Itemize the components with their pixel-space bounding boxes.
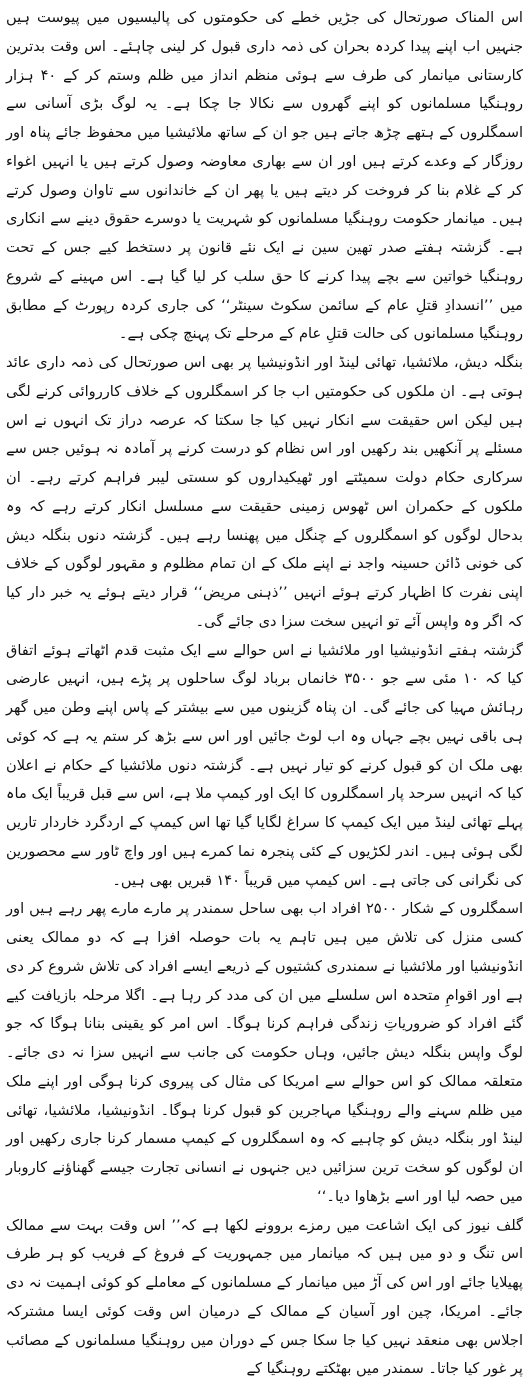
article-paragraph-3: گزشتہ ہفتے انڈونیشیا اور ملائشیا نے اس حوالے سے ایک مثبت قدم اٹھاتے ہوئے اتفاق کیا کہ ۱۰ مئی سے جو ۳۵۰۰ خانماں برباد لوگ ساحلوں پر پڑے ہیں، انہیں عارضی رہائش مہیا کی جائے گی۔ ان پناہ گزینوں میں سے بیشتر کے پاس اپنے وطن میں گھر ہی باقی نہیں بچے جہاں وہ اب لوٹ جائیں اور اس سے بڑھ کر ستم یہ ہے کہ کوئی بھی ملک ان کو قبول کرنے کو تیار نہیں ہے۔ گزشتہ دنوں ملائشیا کے حکام نے اعلان کیا کہ انہیں سرحد پار اسمگلروں کا ایک اور کیمپ ملا ہے، اس سے قبل قریباً ایک ماہ پہلے تھائی لینڈ میں ایک کیمپ کا سراغ لگایا گیا تھا اس کیمپ کے اردگرد خاردار تاریں لگی ہوئی ہیں۔ اندر لکڑیوں کے کئی پنجرہ نما کمرے ہیں اور واچ ٹاور سے محصورین کی نگرانی کی جاتی ہے۔ اس کیمپ میں قریباً ۱۴۰ قبریں بھی ہیں۔ bbox=[6, 637, 523, 896]
article-body bbox=[6, 4, 523, 1384]
article-paragraph-2: بنگلہ دیش، ملائشیا، تھائی لینڈ اور انڈونیشیا پر بھی اس صورتحال کی ذمہ داری عائد ہوتی ہے۔ ان ملکوں کی حکومتیں اب جا کر اسمگلروں کے خلاف کارروائی کرنے لگی ہیں لیکن اس حقیقت سے انکار نہیں کیا جا سکتا کہ عرصہ دراز تک انہوں نے اس مسئلے پر آنکھیں بند رکھیں اور اس نظام کو درست کرنے پر آمادہ نہ ہوئیں جس سے سرکاری حکام دولت سمیٹتے اور ٹھیکیداروں کو سستی لیبر فراہم کرتے رہے۔ ان ملکوں کے حکمران اس ٹھوس زمینی حقیقت سے مسلسل انکار کرتے رہے کہ وہ بدحال لوگوں کو اسمگلروں کے چنگل میں پھنسا رہے ہیں۔ گزشتہ دنوں بنگلہ دیش کی خونی ڈائن حسینہ واجد نے اپنے ملک کے ان تمام مظلوم و مقہور لوگوں کے خلاف اپنی نفرت کا اظہار کرتے ہوئے انہیں ’’ذہنی مریض‘‘ قرار دیتے ہوئے یہ خبر دار کیا کہ اگر وہ واپس آئے تو انہیں سخت سزا دی جائے گی۔ bbox=[6, 349, 523, 637]
article-paragraph-1: اس المناک صورتحال کی جڑیں خطے کی حکومتوں کی پالیسیوں میں پیوست ہیں جنہیں اب اپنے پیدا کردہ بحران کی ذمہ داری قبول کر لینی چاہئے۔ اس وقت بدترین کارستانی میانمار کی طرف سے ہوئی منظم انداز میں ظلم وستم کر کے ۴۰ ہزار روہنگیا مسلمانوں کو اپنے گھروں سے نکالا جا چکا ہے۔ یہ لوگ بڑی آسانی سے اسمگلروں کے ہتھے چڑھ جاتے ہیں جو ان کے ساتھ ملائیشیا میں محفوظ جائے پناہ اور روزگار کے وعدے کرتے ہیں اور ان سے بھاری معاوضہ وصول کرتے ہیں یا انہیں اغواء کر کے غلام بنا کر فروخت کر دیتے ہیں یا پھر ان کے خاندانوں سے تاوان وصول کرتے ہیں۔ میانمار حکومت روہنگیا مسلمانوں کو شہریت یا دوسرے حقوق دینے سے انکاری ہے۔ گزشتہ ہفتے صدر تھین سین نے ایک نئے قانون پر دستخط کیے جس کے تحت روہنگیا خواتین سے بچے پیدا کرنے کا حق سلب کر لیا گیا ہے۔ اس مہینے کے شروع میں ’’انسدادِ قتلِ عام کے سائمن سکوٹ سینٹر‘‘ کی جاری کردہ رپورٹ کے مطابق روہنگیا مسلمانوں کی حالت قتلِ عام کے مرحلے تک پہنچ چکی ہے۔ bbox=[6, 4, 523, 349]
article-paragraph-4: اسمگلروں کے شکار ۲۵۰۰ افراد اب بھی ساحل سمندر پر مارے مارے پھر رہے ہیں اور کسی منزل کی تلاش میں ہیں تاہم یہ بات حوصلہ افزا ہے کہ دو ممالک یعنی انڈونیشیا اور ملائشیا نے سمندری کشتیوں کے ذریعے ایسے افراد کی تلاش شروع کر دی ہے اور اقوامِ متحدہ اس سلسلے میں ان کی مدد کر رہا ہے۔ اگلا مرحلہ بازیافت کیے گئے افراد کو ضروریاتِ زندگی فراہم کرنا ہوگا۔ اس امر کو یقینی بنانا ہوگا کہ جو لوگ واپس بنگلہ دیش جائیں، وہاں حکومت کی جانب سے انہیں سزا نہ دی جائے۔ متعلقہ ممالک کو اس حوالے سے امریکا کی مثال کی پیروی کرنا ہوگی اور اپنے ملک میں ظلم سہنے والے روہنگیا مہاجرین کو قبول کرنا ہوگا۔ انڈونیشیا، ملائشیا، تھائی لینڈ اور بنگلہ دیش کو چاہیے کہ وہ اسمگلروں کے کیمپ مسمار کرنا جاری رکھیں اور ان لوگوں کو سخت ترین سزائیں دیں جنہوں نے انسانی تجارت جیسے گھناؤنے کاروبار میں حصہ لیا اور اسے بڑھاوا دیا۔‘‘ bbox=[6, 895, 523, 1211]
article-paragraph-5: گلف نیوز کی ایک اشاعت میں رمزے بروونے لکھا ہے کہ’’ اس وقت بہت سے ممالک اس تنگ و دو میں ہیں کہ میانمار میں جمہوریت کے فروغ کے فریب کو ہر طرف پھیلایا جائے اور اس کی آڑ میں میانمار کے مسلمانوں کے معاملے کو کوئی اہمیت نہ دی جائے۔ امریکا، چین اور آسیان کے ممالک کے درمیان اس وقت کوئی ایسا مشترکہ اجلاس بھی منعقد نہیں کیا جا سکا جس کے دوران میں روہنگیا مسلمانوں کے مصائب پر غور کیا جاتا۔ سمندر میں بھٹکتے روہنگیا کے bbox=[6, 1212, 523, 1384]
